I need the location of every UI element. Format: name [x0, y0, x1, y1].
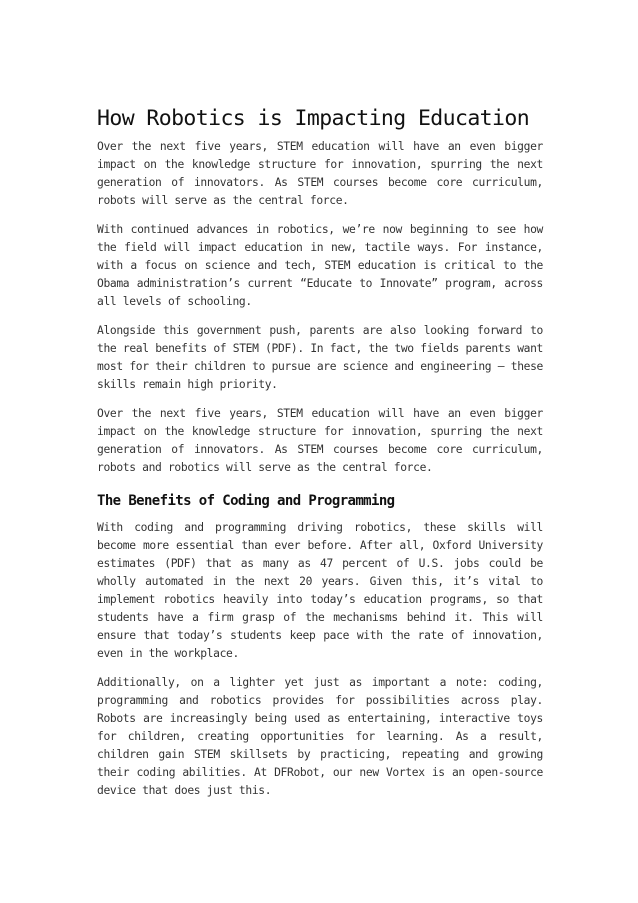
section-heading: The Benefits of Coding and Programming: [97, 493, 395, 509]
paragraph-intro-3: Alongside this government push, parents are also looking forward to the real benefits of STEM (PDF). In fact, the two fields parents want most for their children to pursue are science and engineering – these skills remain high priority.: [97, 324, 543, 391]
paragraph-section-1: With coding and programming driving robotics, these skills will become more essential than ever before. After all, Oxford University estimates (PDF) that as many as 47 percent of U.S. jobs could be wholly automated in the next 20 years. Given this, it’s vital to implement robotics heavily into today’s education programs, so that students have a firm grasp of the mechanisms behind it. This will ensure that today’s students keep pace with the rate of innovation, even in the workplace.: [97, 521, 543, 660]
paragraph-intro-2: With continued advances in robotics, we’re now beginning to see how the field will impact education in new, tactile ways. For instance, with a focus on science and tech, STEM education is critical to the Obama administration’s current “Educate to Innovate” program, across all levels of schooling.: [97, 223, 543, 308]
paragraph-intro-1: Over the next five years, STEM education will have an even bigger impact on the knowledge structure for innovation, spurring the next generation of innovators. As STEM courses become core curriculum, robots will serve as the central force.: [97, 140, 543, 207]
document-page: [97, 104, 543, 811]
paragraph-intro-4: Over the next five years, STEM education will have an even bigger impact on the knowledge structure for innovation, spurring the next generation of innovators. As STEM courses become core curriculum, robots and robotics will serve as the central force.: [97, 407, 543, 474]
article-title: How Robotics is Impacting Education: [97, 106, 530, 131]
paragraph-section-2: Additionally, on a lighter yet just as important a note: coding, programming and robotics provides for possibilities across play. Robots are increasingly being used as entertaining, interactive toys for children, creating opportunities for learning. As a result, children gain STEM skillsets by practicing, repeating and growing their coding abilities. At DFRobot, our new Vortex is an open-source device that does just this.: [97, 676, 543, 797]
